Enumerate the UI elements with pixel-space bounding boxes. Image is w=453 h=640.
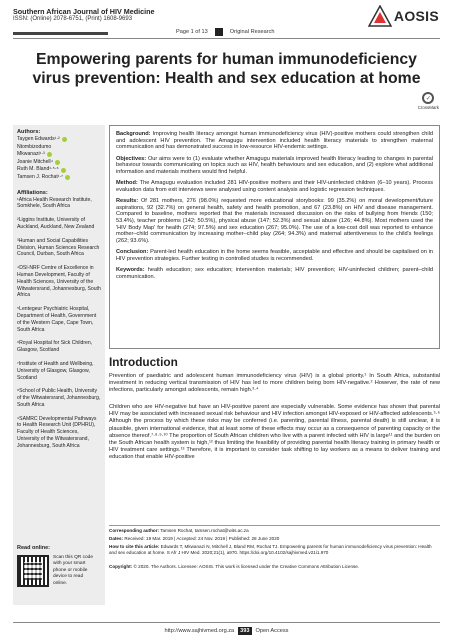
- author-sidebar: [13, 125, 105, 605]
- page-label: Page 1 of 13: [176, 29, 208, 35]
- affiliation: ⁸School of Public Health, University of the Witwatersrand, Johannesburg, South Africa: [17, 388, 101, 408]
- affiliations-heading: Affiliations:: [17, 189, 48, 196]
- affiliation: ⁵Lentegeur Psychiatric Hospital, Department of Health, Government of the Western Cape, Cape Town, South Africa: [17, 306, 97, 333]
- affiliation: ²Liggins Institute, University of Auckland, Auckland, New Zealand: [17, 217, 95, 230]
- abstract-conclusion: Conclusion: Parent-led health education in the home seems feasible, acceptable and effective and should be capitalised on in HIV prevention strategies. Further testing in controlled studies is recommended.: [116, 249, 433, 262]
- affiliation: ⁹SAMRC Developmental Pathways to Health Research Unit (DPHRU), Faculty of Health Sciences, University of the Witwatersrand, Johannesburg, South Africa: [17, 415, 97, 449]
- affiliation: ⁶Royal Hospital for Sick Children, Glasgow, Scotland: [17, 340, 93, 354]
- author-name: Mkwanazi¹·³: [17, 151, 101, 159]
- citation: How to cite this article: Edwards T, Mkwanazi N, Mitchell J, Bland RM, Rochat TJ. Empowering parents for human immunodeficiency virus prevention: Health and sex education at home. S Afr J HIV Med. 2020;21(1), a970. https://doi.org/10.4102/sajhivmed.v21i1.970: [109, 544, 432, 556]
- footer: [0, 627, 453, 635]
- title-line-2: virus prevention: Health and sex education at home: [32, 70, 421, 87]
- crossmark-badge[interactable]: [418, 92, 439, 110]
- abstract-keywords: Keywords: health education; sex education; intervention materials; HIV prevention; HIV-uninfected children; parent–child communication.: [116, 267, 433, 280]
- article-title: [13, 50, 440, 88]
- page-number: 393: [240, 628, 250, 634]
- notes-divider: [109, 525, 440, 526]
- abstract-method: Method: The Amagugu evaluation included 281 HIV-positive mothers and their HIV-uninfected children (6–10 years). Process evaluation data from exit interviews were analysed using content analysis and logistic regression techniques.: [116, 180, 433, 193]
- affiliation: ⁴DSI-NRF Centre of Excellence in Human Development, Faculty of Health Sciences, University of the Witwatersrand, Johannesburg, South Africa: [17, 265, 101, 299]
- qr-code-icon[interactable]: [17, 555, 49, 587]
- read-online-label: Read online:: [17, 545, 51, 551]
- author-name: Tamsen J. Rochat¹·⁷: [17, 174, 101, 182]
- separator-block: [215, 28, 223, 36]
- affiliation: ³Human and Social Capabilities Division, Human Sciences Research Council, Durban, South Africa: [17, 237, 100, 258]
- section-heading: Introduction: [109, 355, 178, 369]
- page-info: [176, 28, 275, 36]
- author-name: Taygen Edwards¹·²: [17, 136, 101, 144]
- orcid-icon[interactable]: [47, 152, 52, 157]
- qr-instructions: Scan this QR code with your smart phone or mobile device to read online.: [53, 555, 93, 586]
- abstract-background: Background: Improving health literacy amongst human immunodeficiency virus (HIV)-positive mothers could strengthen child and adolescent HIV prevention. The Amagugu intervention included health literacy materials to strengthen maternal communication and has demonstrated success in low-resource HIV-endemic settings.: [116, 131, 433, 151]
- abstract-objectives: Objectives: Our aims were to (1) evaluate whether Amagugu materials improved health literacy leading to changes in parental behaviour towards communicating on topics such as HIV, health behaviours and sex education, and (2) explore what additional information and materials mothers would find helpful.: [116, 155, 433, 175]
- crossmark-label: CrossMark: [417, 105, 439, 110]
- orcid-icon[interactable]: [55, 160, 60, 165]
- affiliation: ⁷Institute of Health and Wellbeing, University of Glasgow, Glasgow, Scotland: [17, 360, 94, 381]
- corresponding-author: Corresponding author: Tamsen Rochat, tamsen.rochat@wits.ac.za: [109, 528, 249, 533]
- intro-paragraph-2: Children who are HIV-negative but have an HIV-positive parent are especially vulnerable. Some evidence has shown that parental HIV may be associated with increased sexual risk behaviour and HIV infection amongst HIV-exposed or HIV-affected adolescents.⁵·⁶ Although the process by which these risks may be conferred (i.e. parenting, parental illness, parental death) is still unclear, it is plausible, given international evidence, that at least some of these effects may occur as a consequence of parenting capacity or the absence thereof.⁷·⁸·⁹·¹⁰ The proportion of South African children who live with a parent infected with HIV is large¹¹ and the burden on the South African health system is high,¹² thus limiting the feasibility of providing parental health literacy training in primary health or HIV treatment care settings.¹³ Therefore, it is important to consider task shifting to lay workers as a means to deliver training and education that enable HIV-positive: [109, 404, 440, 461]
- author-name: Joanie Mitchell⁴: [17, 159, 101, 167]
- journal-issn: ISSN: (Online) 2078-6751, (Print) 1608-9693: [13, 16, 133, 22]
- publisher-logo: [368, 5, 439, 27]
- authors-heading: Authors:: [17, 129, 41, 135]
- journal-url-link[interactable]: http://www.sajhivmed.org.za: [164, 628, 235, 634]
- crossmark-icon: ✓: [422, 92, 434, 104]
- aosis-logo-icon: [368, 5, 392, 27]
- footer-divider: [13, 622, 440, 623]
- title-line-1: Empowering parents for human immunodeficiency: [36, 51, 417, 68]
- open-access-label: Open Access: [255, 628, 289, 634]
- header-divider: [13, 38, 440, 39]
- author-name: Ntombizodumo: [17, 143, 52, 150]
- orcid-icon[interactable]: [62, 137, 67, 142]
- abstract-results: Results: Of 281 mothers, 276 (98.0%) requested more educational storybooks: 99 (35.2%) on moral development/future aspirations, 92 (32.7%) on general health, safety and health promotion, and 67 (23.8%) on HIV and disease management. Compared to baseline, mothers reported that the materials increased discussion on the risks of bullying from friends (150; 53.4%), teacher problems (142; 50.5%), physical abuse (147; 52.3%) and sexual abuse (126; 44.8%). Most mothers used the 'HIV Body Map' for health (274; 97.5%) and sex education (267; 95.0%). The use of a low-cost doll was reported to enhance mother–child communication by increasing mother–child play (264; 94.3%) and maternal attentiveness to the child's feelings (262; 93.6%).: [116, 198, 433, 244]
- affiliation: ¹Africa Health Research Institute, Somkhele, South Africa: [17, 196, 92, 210]
- orcid-icon[interactable]: [65, 175, 70, 180]
- abstract-box: [109, 125, 440, 349]
- article-type: Original Research: [229, 29, 275, 35]
- intro-paragraph-1: Prevention of paediatric and adolescent human immunodeficiency virus (HIV) is a global priority.¹ In South Africa, substantial investment in reducing vertical transmission of HIV has led to more children being born HIV-negative.² However, the rate of new infections, particularly amongst adolescents, remain high.³·⁴: [109, 373, 440, 394]
- header-accent-bar: [13, 32, 108, 35]
- copyright: Copyright: © 2020. The Authors. Licensee: AOSIS. This work is licensed under the Creative Commons Attribution License.: [109, 564, 360, 569]
- author-name: Ruth M. Bland¹·⁵·⁶: [17, 166, 101, 174]
- article-dates: Dates: Received: 19 Mar. 2019 | Accepted: 24 Nov. 2019 | Published: 28 June 2020: [109, 536, 280, 541]
- logo-text: AOSIS: [393, 8, 439, 24]
- orcid-icon[interactable]: [61, 168, 66, 173]
- journal-name: Southern African Journal of HIV Medicine: [13, 7, 155, 16]
